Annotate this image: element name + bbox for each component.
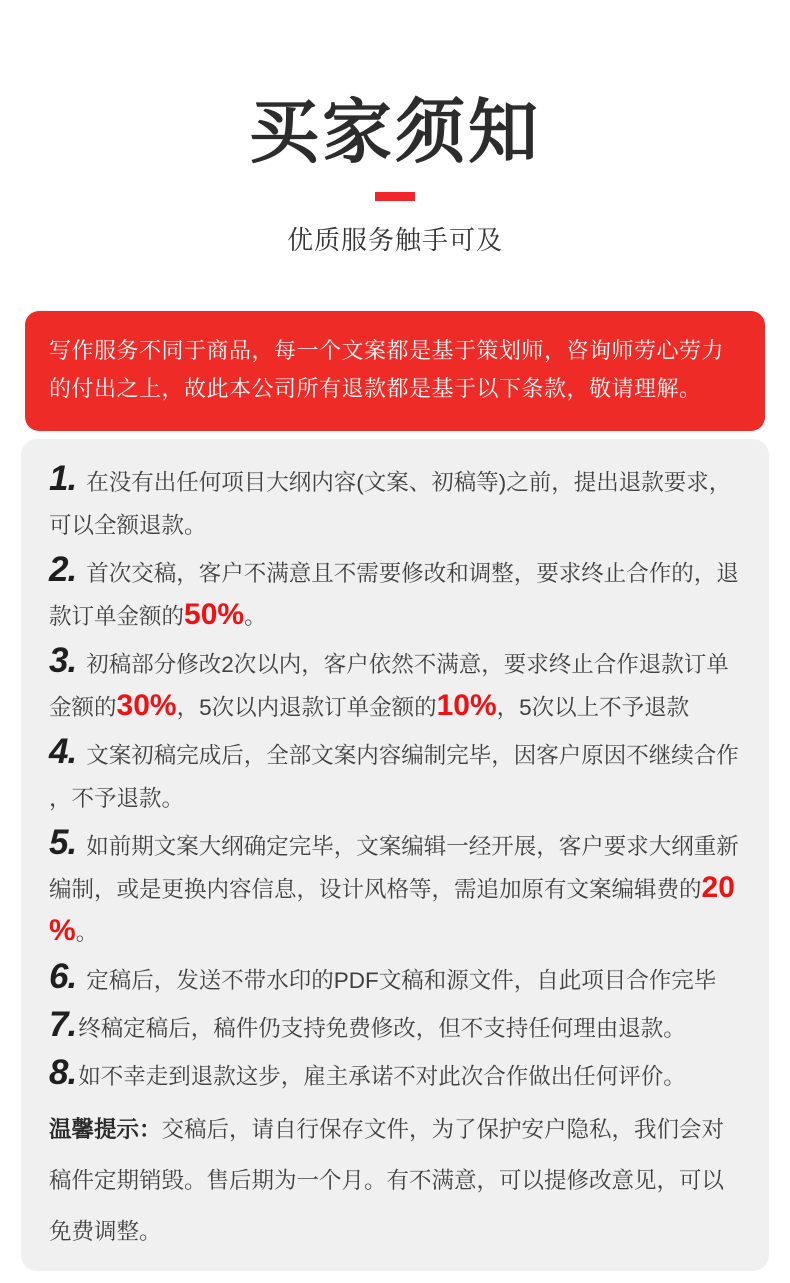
term-item: [49, 643, 743, 729]
header: [0, 0, 790, 255]
tips-paragraph: [49, 1104, 743, 1257]
term-text: 。: [75, 920, 99, 945]
title-underline-dash: [375, 192, 415, 201]
term-number: 4.: [49, 732, 77, 771]
term-text: 文案初稿完成后，全部文案内容编制完毕，因客户原因不继续合作，不予退款。: [49, 743, 739, 811]
highlight-percent: 30%: [116, 689, 177, 722]
terms-list: [49, 461, 743, 1098]
term-item: [49, 461, 743, 547]
term-item: [49, 959, 743, 1002]
term-item: [49, 1055, 743, 1098]
highlight-percent: 10%: [436, 689, 497, 722]
term-number: 5.: [49, 823, 77, 862]
tips-label: 温馨提示：: [49, 1117, 162, 1142]
term-text: 。: [244, 604, 267, 629]
term-number: 3.: [49, 641, 77, 680]
highlight-percent: 20%: [49, 871, 735, 947]
term-number: 8.: [49, 1053, 77, 1092]
term-text: 初稿部分修改2次以内，客户依然不满意，要求终止合作退款订单金额的: [49, 652, 729, 720]
terms-card: [21, 439, 769, 1271]
term-number: 6.: [49, 957, 77, 996]
term-number: 7.: [49, 1005, 77, 1044]
page-subtitle: 优质服务触手可及: [286, 225, 503, 255]
refund-policy-banner-text: 写作服务不同于商品，每一个文案都是基于策划师，咨询师劳心劳力的付出之上，故此本公司所有退款都是基于以下条款，敬请理解。: [49, 338, 725, 401]
term-text: ，5次以上不予退款: [496, 695, 690, 720]
term-item: [49, 734, 743, 820]
term-item: [49, 1007, 743, 1050]
term-text: ，5次以内退款订单金额的: [176, 695, 437, 720]
refund-policy-banner: [25, 311, 765, 431]
term-text: 终稿定稿后，稿件仍支持免费修改，但不支持任何理由退款。: [78, 1016, 686, 1041]
term-text: 如前期文案大纲确定完毕，文案编辑一经开展，客户要求大纲重新编制，或是更换内容信息，设计风格等，需追加原有文案编辑费的: [49, 834, 739, 902]
term-number: 2.: [49, 550, 77, 589]
term-text: 首次交稿，客户不满意且不需要修改和调整，要求终止合作的，退款订单金额的: [49, 561, 739, 629]
term-item: [49, 825, 743, 954]
term-text: 定稿后，发送不带水印的PDF文稿和源文件，自此项目合作完毕: [86, 968, 717, 993]
term-number: 1.: [49, 459, 77, 498]
highlight-percent: 50%: [184, 598, 245, 631]
term-text: 如不幸走到退款这步，雇主承诺不对此次合作做出任何评价。: [78, 1064, 686, 1089]
tips-text: 交稿后，请自行保存文件，为了保护安户隐私，我们会对稿件定期销毁。售后期为一个月。有不满意，可以提修改意见，可以免费调整。: [49, 1117, 725, 1244]
term-text: 在没有出任何项目大纲内容(文案、初稿等)之前，提出退款要求，可以全额退款。: [49, 470, 732, 538]
term-item: [49, 552, 743, 638]
page-title: 买家须知: [249, 93, 541, 171]
